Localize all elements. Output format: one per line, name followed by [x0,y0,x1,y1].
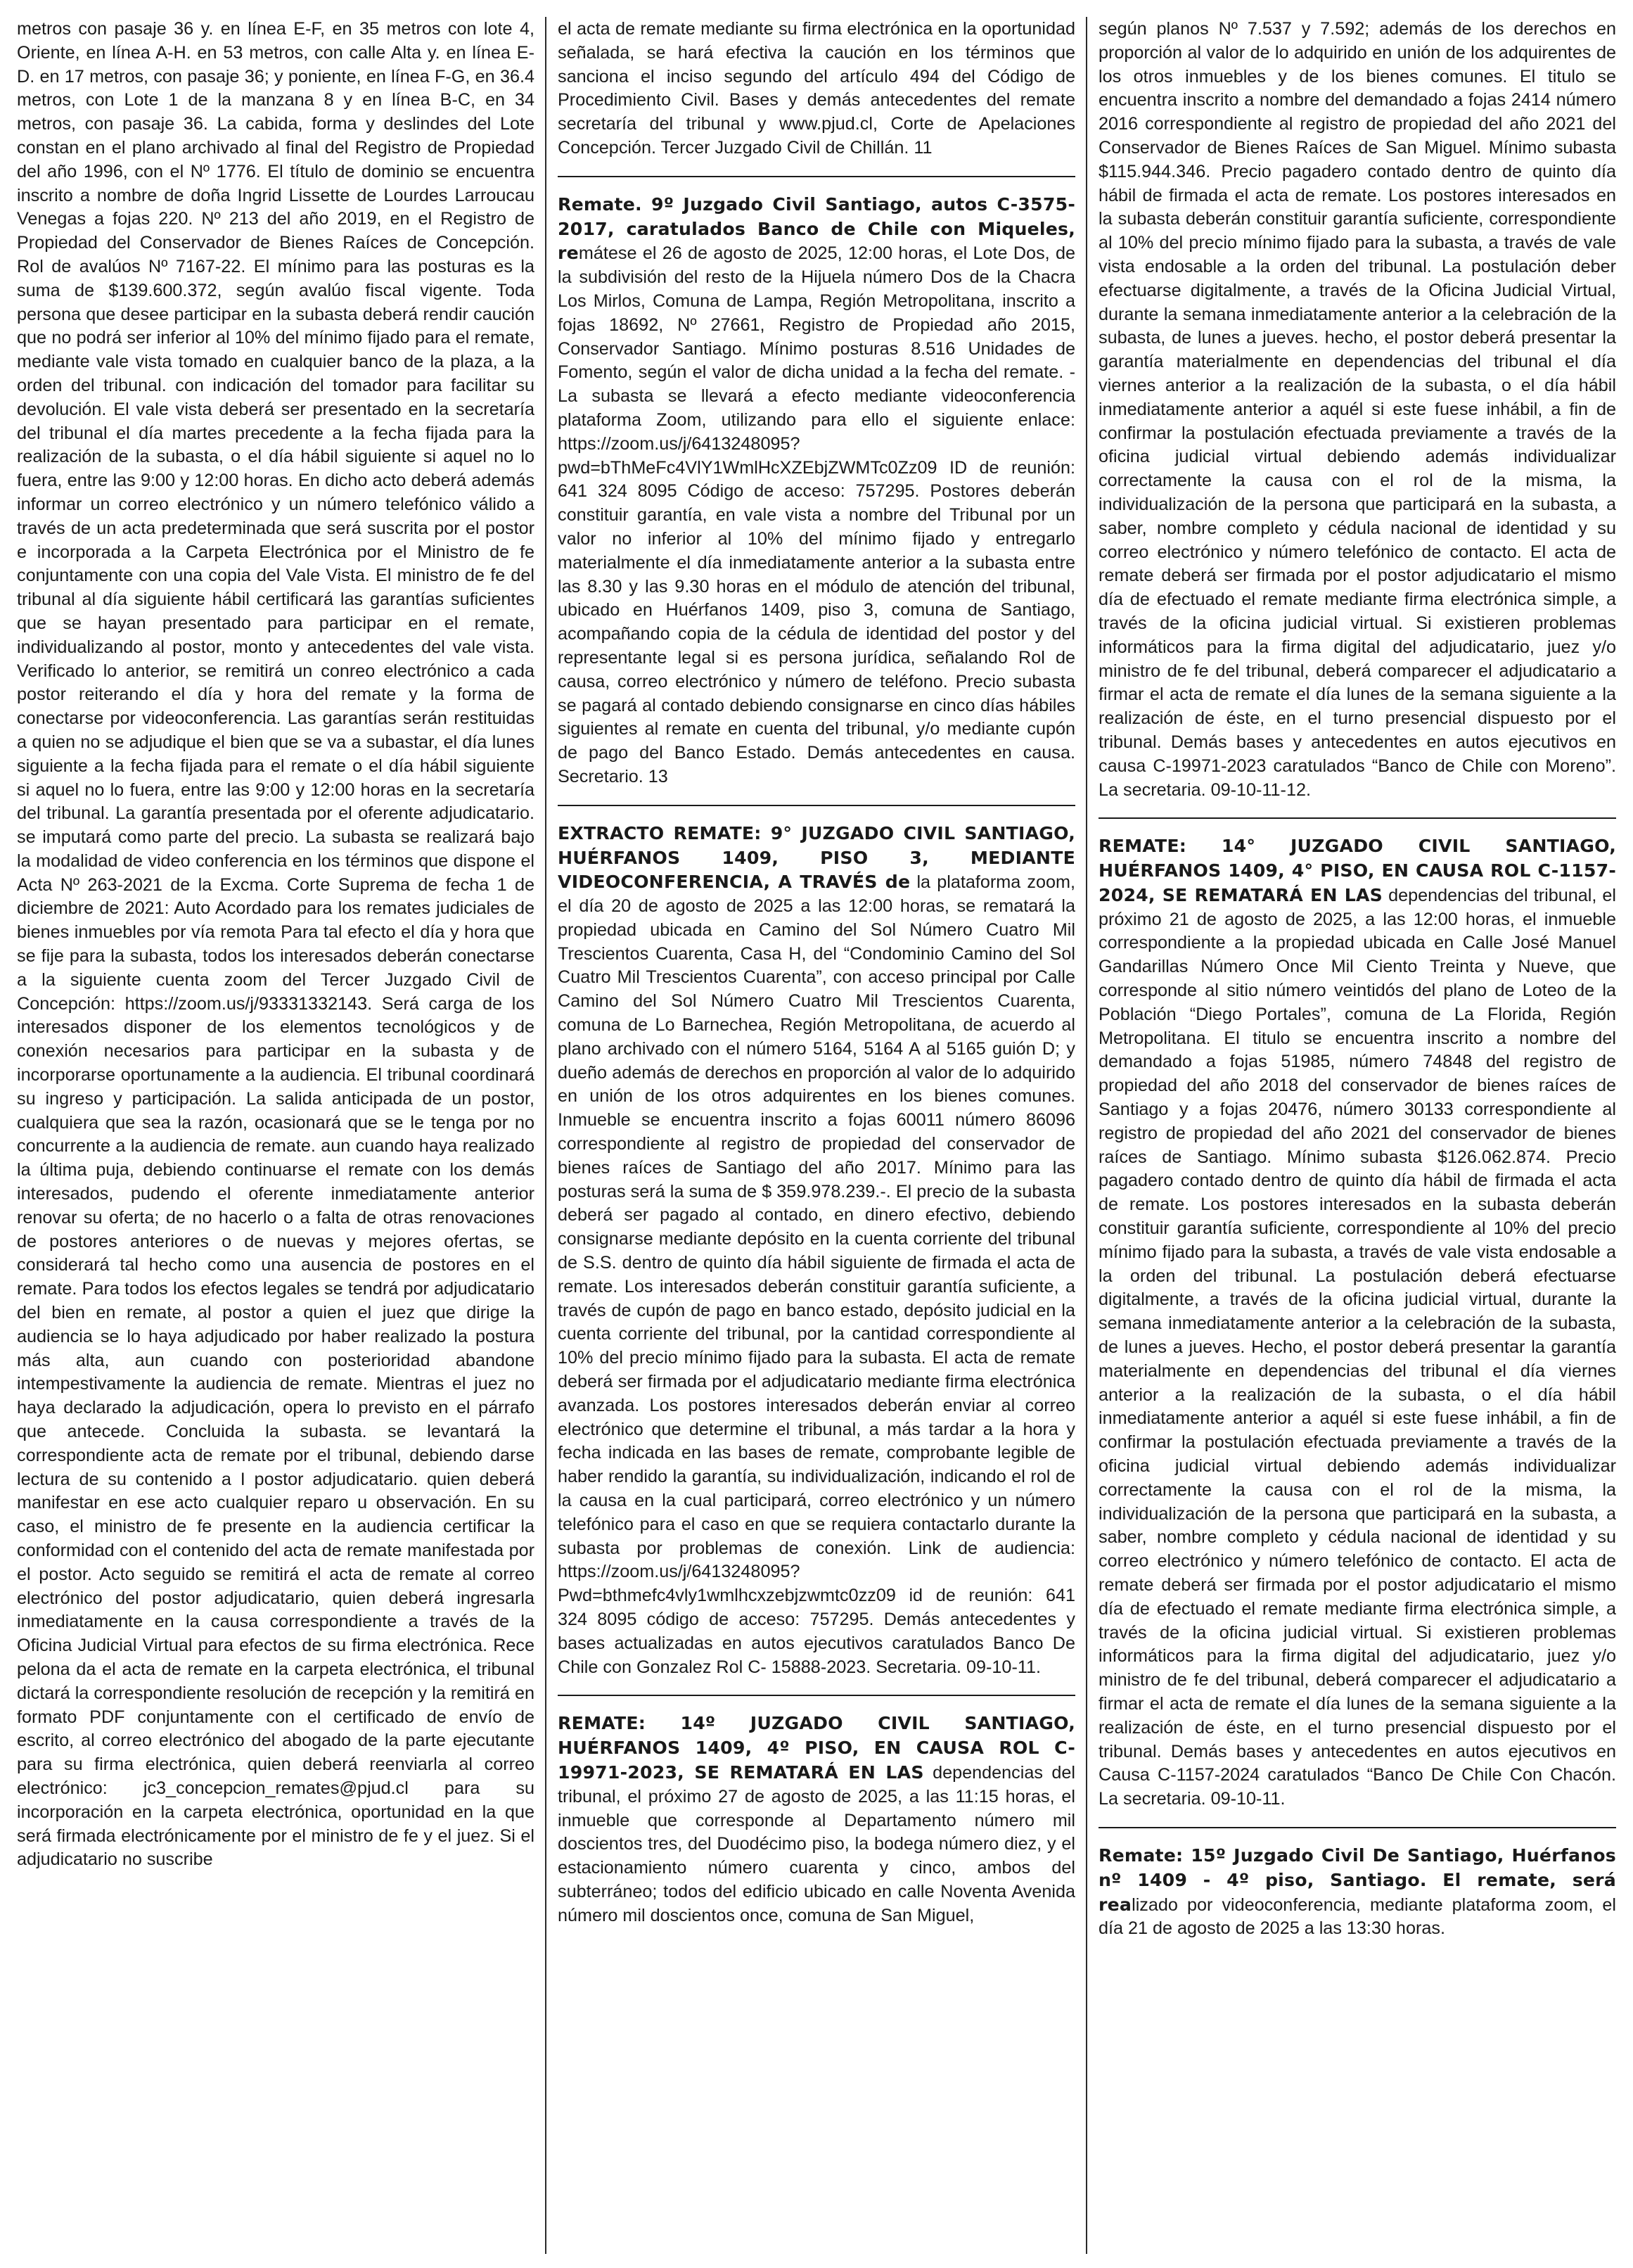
notice-body: la plataforma zoom, el día 20 de agosto de 2025 a las 12:00 horas, se rematará la propiedad ubicada en Camino del Sol Número Cuatro Mil Trescientos Cuarenta, Casa H, del “Condominio Camino del Sol Cuatro Mil Trescientos Cuarenta”, con acceso principal por Calle Camino del Sol Número Cuatro Mil Trescientos Cuarenta, comuna de Lo Barnechea, Región Metropolitana, de acuerdo al plano archivado con el número 5164, 5164 A al 5165 guión D; y dueño además de derechos en proporción al valor de lo adquirido en unión de los otros adquirentes en los bienes comunes. Inmueble se encuentra inscrito a fojas 60011 número 86096 correspondiente al registro de propiedad del conservador de bienes raíces de Santiago del año 2017. Mínimo para las posturas será la suma de $ 359.978.239.-. El precio de la subasta deberá ser pagado al contado, en dinero efectivo, debiendo consignarse mediante depósito en la cuenta corriente del tribunal de S.S. dentro de quinto día hábil siguiente de firmada el acta de remate. Los interesados deberán constituir garantía suficiente, a través de cupón de pago en banco estado, depósito judicial en la cuenta corriente del tribunal, por la cantidad correspondiente al 10% del precio mínimo fijado para la subasta. El acta de remate deberá ser firmada por el adjudicatario mediante firma electrónica avanzada. Los postores interesados deberán enviar al correo electrónico que determine el tribunal, a más tardar a la hora y fecha indicada en las bases de remate, comprobante legible de haber rendido la garantía, su individualización, indicando el rol de la causa en la cual participará, correo electrónico y un número telefónico para el caso en que se requiera contactarlo durante la subasta por problemas de conexión. Link de audiencia: https://zoom.us/j/6413248095?Pwd=bthmefc4vly1wmlhcxzebjzwmtc0zz09 id de reunión: 641 324 8095 código de acceso: 757295. Demás antecedentes y bases actualizadas en autos ejecutivos caratulados Banco De Chile con Gonzalez Rol C- 15888-2023. Secretaria. 09-10-11. [558,872,1075,1677]
notice-body: mátese el 26 de agosto de 2025, 12:00 horas, el Lote Dos, de la subdivisión del resto de la Hijuela número Dos de la Chacra Los Mirlos, Comuna de Lampa, Región Metropolitana, inscrito a fojas 18692, Nº 27661, Registro de Propiedad año 2015, Conservador Santiago. Mínimo posturas 8.516 Unidades de Fomento, según el valor de dicha unidad a la fecha del remate. - La subasta se llevará a efecto mediante videoconferencia plataforma Zoom, utilizando para ello el siguiente enlace: https://zoom.us/j/6413248095?pwd=bThMeFc4VlY1WmlHcXZEbjZWMTc0Zz09 ID de reunión: 641 324 8095 Código de acceso: 757295. Postores deberán constituir garantía, en vale vista a nombre del Tribunal por un valor no inferior al 10% del mínimo fijado y entregarlo materialmente el día inmediatamente anterior a la subasta entre las 8.30 y las 9.30 horas en el módulo de atención del tribunal, ubicado en Huérfanos 1409, piso 3, comuna de Santiago, acompañando copia de la cédula de identidad del postor y del representante legal si es persona jurídica, señalando Rol de causa, correo electrónico y número de teléfono. Precio subasta se pagará al contado debiendo consignarse en cinco días hábiles siguientes al remate en cuenta del tribunal, y/o mediante cupón de pago del Banco Estado. Demás antecedentes en causa. Secretario. 13 [558,243,1075,786]
legal-notice [1099,834,1616,1811]
legal-notice [1099,1844,1616,1941]
notice-body: dependencias del tribunal, el próximo 21 de agosto de 2025, a las 12:00 horas, el inmueble correspondiente a la propiedad ubicada en Calle José Manuel Gandarillas Número Once Mil Ciento Treinta y Nueve, que corresponde al sitio número veintidós del plano de Loteo de la Población “Diego Portales”, comuna de La Florida, Región Metropolitana. El titulo se encuentra inscrito a nombre del demandado a fojas 51985, número 74848 del registro de propiedad del año 2018 del conservador de bienes raíces de Santiago y a fojas 20476, número 30133 correspondiente al registro de propiedad del año 2021 del conservador de bienes raíces de Santiago. Mínimo subasta $126.062.874. Precio pagadero contado dentro de quinto día hábil de firmada el acta de remate. Los postores interesados en la subasta deberán constituir garantía suficiente, correspondiente al 10% del precio mínimo fijado para la subasta, a través de vale vista endosable a la orden del tribunal. La postulación deberá efectuarse digitalmente, a través de la oficina judicial virtual, durante la semana inmediatamente anterior a la celebración de la subasta, de lunes a jueves. Hecho, el postor deberá presentar la garantía materialmente en dependencias del tribunal el día viernes anterior a la realización de la subasta, o el día hábil inmediatamente anterior a aquél si este fuese inhábil, a fin de confirmar la postulación efectuada previamente a través de la oficina judicial virtual debiendo además individualizar correctamente la causa con el rol de la misma, la individualización de la persona que participará en la subasta, a saber, nombre completo y cédula nacional de identidad y su correo electrónico y número telefónico de contacto. El acta de remate deberá ser firmada por el postor adjudicatario el mismo día de efectuado el remate mediante firma electrónica simple, a través de la oficina judicial virtual. Si existieren problemas informáticos para la firma digital del adjudicatario, juez y/o ministro de fe del tribunal, deberá comparecer el adjudicatario a firmar el acta de remate el día lunes de la semana siguiente a la realización de éste, en el turno presencial dispuesto por el tribunal. Demás bases y antecedentes en autos ejecutivos en Causa C-1157-2024 caratulados “Banco De Chile Con Chacón. La secretaria. 09-10-11. [1099,885,1616,1809]
notice-heading: Remate. 9º Juzgado Civil Santiago, autos C-3575-2017, caratulados Banco de Chile con Miqueles, re [558,193,1075,264]
notice-heading: REMATE: 14° JUZGADO CIVIL SANTIAGO, HUÉRFANOS 1409, 4° PISO, EN CAUSA ROL C-1157-2024, SE REMATARÁ EN LAS [1099,836,1616,905]
column-2 [558,17,1075,2254]
legal-notice [1099,17,1616,802]
notice-separator [558,176,1075,177]
column-divider [545,17,546,2254]
notice-separator [1099,817,1616,819]
notice-separator [1099,1827,1616,1828]
notice-heading: REMATE: 14º JUZGADO CIVIL SANTIAGO, HUÉRFANOS 1409, 4º PISO, EN CAUSA ROL C-19971-2023, SE REMATARÁ EN LAS [558,1713,1075,1783]
notice-separator [558,1695,1075,1696]
newspaper-page [17,17,1616,2254]
column-divider [1086,17,1087,2254]
notice-body: el acta de remate mediante su firma electrónica en la oportunidad señalada, se hará efectiva la caución en los términos que sanciona el inciso segundo del artículo 494 del Código de Procedimiento Civil. Bases y demás antecedentes del remate secretaría del tribunal y www.pjud.cl, Corte de Apelaciones Concepción. Tercer Juzgado Civil de Chillán. 11 [558,19,1075,158]
notice-separator [558,805,1075,806]
notice-heading: Remate: 15º Juzgado Civil De Santiago, Huérfanos nº 1409 - 4º piso, Santiago. El remate, será rea [1099,1845,1616,1915]
column-3 [1099,17,1616,2254]
legal-notice [17,17,534,1872]
notice-heading: EXTRACTO REMATE: 9° JUZGADO CIVIL SANTIAGO, HUÉRFANOS 1409, PISO 3, MEDIANTE VIDEOCONFERENCIA, A TRAVÉS de [558,822,1075,893]
notice-body: metros con pasaje 36 y. en línea E-F, en 35 metros con lote 4, Oriente, en línea A-H. en 53 metros, con calle Alta y. en línea E-D. en 17 metros, con pasaje 36; y poniente, en línea F-G, en 36.4 metros, con Lote 1 de la manzana 8 y en línea B-C, en 34 metros, con pasaje 36. La cabida, forma y deslindes del Lote constan en el plano archivado al final del Registro de Propiedad del año 1996, con el Nº 1776. El título de dominio se encuentra inscrito a nombre de doña Ingrid Lissette de Lourdes Larroucau Venegas a fojas 220. Nº 213 del año 2019, en el Registro de Propiedad del Conservador de Bienes Raíces de Concepción. Rol de avalúos Nº 7167-22. El mínimo para las posturas es la suma de $139.600.372, según avalúo fiscal vigente. Toda persona que desee participar en la subasta deberá rendir caución que no podrá ser inferior al 10% del mínimo fijado para el remate, mediante vale vista tomado en cualquier banco de la plaza, a la orden del tribunal. con indicación del tomador para facilitar su devolución. El vale vista deberá ser presentado en la secretaría del tribunal el día martes precedente a la fecha fijada para la realización de la subasta, o el día hábil siguiente si aquel no lo fuera, entre las 9:00 y 12:00 horas. En dicho acto deberá además informar un correo electrónico y un número telefónico válido a través de un acta predeterminada que será suscrita por el postor e incorporada a la Carpeta Electrónica por el Ministro de fe conjuntamente con una copia del Vale Vista. El ministro de fe del tribunal al día siguiente hábil certificará las garantías suficientes que se hayan presentado para participar en el remate, individualizando al postor, monto y antecedentes del vale vista. Verificado lo anterior, se remitirá un conreo electrónico a cada postor reiterando el día y hora del remate y la forma de conectarse por videoconferencia. Las garantías serán restituidas a quien no se adjudique el bien que se va a subastar, el día lunes siguiente a la fecha fijada para el remate o el día hábil siguiente si aquel no lo fuera, entre las 9:00 y 12:00 horas en la secretaría del tribunal. La garantía presentada por el oferente adjudicatario. se imputará como parte del precio. La subasta se realizará bajo la modalidad de video conferencia en los términos que dispone el Acta Nº 263-2021 de la Excma. Corte Suprema de fecha 1 de diciembre de 2021: Auto Acordado para los remates judiciales de bienes inmuebles por vía remota Para tal efecto el día y hora que se fije para la subasta, todos los interesados deberán conectarse a la siguiente cuenta zoom del Tercer Juzgado Civil de Concepción: https://zoom.us/j/93331332143. Será carga de los interesados disponer de los elementos tecnológicos y de conexión necesarios para participar en la subasta y de incorporarse oportunamente a la audiencia. El tribunal coordinará su ingreso y participación. La salida anticipada de un postor, cualquiera que sea la razón, ocasionará que se le tenga por no concurrente a la audiencia de remate. aun cuando haya realizado la última puja, debiendo continuarse el remate con los demás interesados, pudendo el oferente inmediatamente anterior renovar su oferta; de no hacerlo o a falta de otras renovaciones de postores anteriores o de nuevas y mejores ofertas, se considerará tal hecho como una ausencia de postores en el remate. Para todos los efectos legales se tendrá por adjudicatario del bien en remate, al postor a quien el juez que dirige la audiencia se lo haya adjudicado por haber realizado la postura más alta, aun cuando con posterioridad abandone intempestivamente la audiencia de remate. Mientras el juez no haya declarado la adjudicación, opera lo previsto en el párrafo que antecede. Concluida la subasta. se levantará la correspondiente acta de remate por el tribunal, debiendo darse lectura de su contenido a I postor adjudicatario. quien deberá manifestar en ese acto cualquier reparo u observación. En su caso, el ministro de fe presente en la audiencia certificar la conformidad con el contenido del acta de remate manifestada por el postor. Acto seguido se remitirá el acta de remate al correo electrónico del postor adjudicatario, quien deberá ingresarla inmediatamente en la causa correspondiente a través de la Oficina Judicial Virtual para efectos de su firma electrónica. Rece pelona da el acta de remate en la carpeta electrónica, el tribunal dictará la correspondiente resolución de recepción y la remitirá en formato PDF conjuntamente con el certificado de envío de escrito, al correo electrónico del abogado de la parte ejecutante para su firma electrónica, quien deberá reenviarla al correo electrónico: jc3_concepcion_remates@pjud.cl para su incorporación en la carpeta electrónica, oportunidad en la que será firmada electrónicamente por el ministro de fe y el juez. Si el adjudicatario no suscribe [17,19,534,1870]
legal-notice [558,822,1075,1680]
legal-notice [558,1712,1075,1928]
legal-notice [558,193,1075,789]
notice-body: lizado por videoconferencia, mediante plataforma zoom, el día 21 de agosto de 2025 a las 13:30 horas. [1099,1894,1616,1939]
notice-body: según planos Nº 7.537 y 7.592; además de los derechos en proporción al valor de lo adquirido en unión de los adquirentes de los otros inmuebles y de los bienes comunes. El titulo se encuentra inscrito a nombre del demandado a fojas 2414 número 2016 correspondiente al registro de propiedad del año 2021 del Conservador de Bienes Raíces de San Miguel. Mínimo subasta $115.944.346. Precio pagadero contado dentro de quinto día hábil de firmada el acta de remate. Los postores interesados en la subasta deberán constituir garantía suficiente, correspondiente al 10% del precio mínimo fijado para la subasta, a través de vale vista endosable a la orden del tribunal. La postulación deber efectuarse digitalmente, a través de la Oficina Judicial Virtual, durante la semana inmediatamente anterior a la celebración de la subasta, de lunes a jueves. hecho, el postor deberá presentar la garantía materialmente en dependencias del tribunal el día viernes anterior a la realización de la subasta, o el día hábil inmediatamente anterior a aquél si este fuese inhábil, a fin de confirmar la postulación efectuada previamente a través de la oficina judicial virtual debiendo además individualizar correctamente la causa con el rol de la misma, la individualización de la persona que participará en la subasta, a saber, nombre completo y cédula nacional de identidad y su correo electrónico y número telefónico de contacto. El acta de remate deberá ser firmada por el postor adjudicatario el mismo día de efectuado el remate mediante firma electrónica simple, a través de la oficina judicial virtual. Si existieren problemas informáticos para la firma digital del adjudicatario, juez y/o ministro de fe del tribunal, deberá comparecer el adjudicatario a firmar el acta de remate el día lunes de la semana siguiente a la realización de éste, en el turno presencial dispuesto por el tribunal. Demás bases y antecedentes en autos ejecutivos en causa C-19971-2023 caratulados “Banco de Chile con Moreno”. La secretaria. 09-10-11-12. [1099,19,1616,800]
column-1 [17,17,534,2254]
notice-body: dependencias del tribunal, el próximo 27 de agosto de 2025, a las 11:15 horas, el inmueble que corresponde al Departamento número mil doscientos tres, del Duodécimo piso, la bodega número diez, y el estacionamiento número cuarenta y cinco, ambos del subterráneo; todos del edificio ubicado en calle Noventa Avenida número mil doscientos once, comuna de San Miguel, [558,1762,1075,1925]
legal-notice [558,17,1075,160]
